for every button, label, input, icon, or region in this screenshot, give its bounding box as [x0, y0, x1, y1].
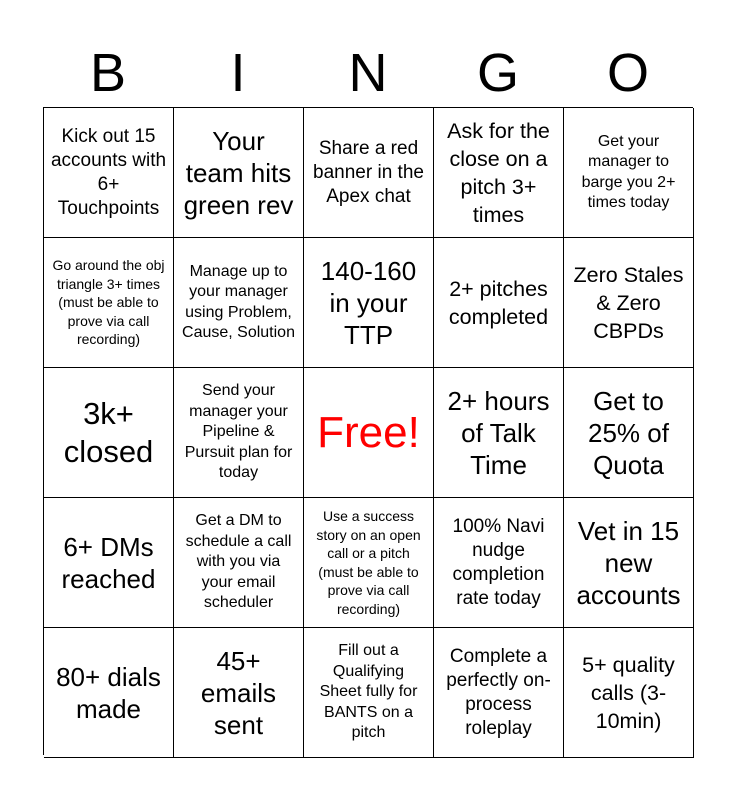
- cell-text: Manage up to your manager using Problem, Cause, Solution: [182, 262, 295, 341]
- cell-text: Your team hits green rev: [183, 125, 294, 220]
- cell-text: 100% Navi nudge completion rate today: [452, 515, 545, 609]
- bingo-cell[interactable]: [174, 108, 304, 238]
- free-space-text: Free!: [317, 407, 420, 457]
- free-space-cell[interactable]: [304, 368, 434, 498]
- bingo-cell[interactable]: [174, 498, 304, 628]
- cell-text: 80+ dials made: [56, 661, 161, 724]
- cell-text: Vet in 15 new accounts: [576, 515, 681, 610]
- bingo-cell[interactable]: [174, 238, 304, 368]
- bingo-cell[interactable]: [434, 368, 564, 498]
- header-letter-n: N: [348, 43, 388, 103]
- bingo-cell[interactable]: [44, 498, 174, 628]
- bingo-board: [43, 107, 693, 755]
- bingo-cell[interactable]: [304, 628, 434, 758]
- header-letter-b: B: [89, 43, 127, 103]
- cell-text: Use a success story on an open call or a pitch (must be able to prove via call recording): [316, 508, 421, 617]
- bingo-cell[interactable]: [564, 238, 694, 368]
- bingo-cell[interactable]: [44, 628, 174, 758]
- bingo-cell[interactable]: [434, 498, 564, 628]
- cell-text: Get to 25% of Quota: [588, 385, 669, 480]
- bingo-cell[interactable]: [174, 368, 304, 498]
- bingo-cell[interactable]: [564, 628, 694, 758]
- bingo-cell[interactable]: [44, 368, 174, 498]
- bingo-cell[interactable]: [564, 368, 694, 498]
- header-letter-g: G: [476, 43, 519, 103]
- cell-text: 45+ emails sent: [200, 645, 277, 740]
- bingo-cell[interactable]: [304, 238, 434, 368]
- bingo-cell[interactable]: [564, 108, 694, 238]
- bingo-cell[interactable]: [44, 238, 174, 368]
- cell-text: 3k+ closed: [63, 395, 154, 469]
- bingo-cell[interactable]: [304, 498, 434, 628]
- cell-text: 140-160 in your TTP: [320, 255, 417, 350]
- cell-text: Get a DM to schedule a call with you via your email scheduler: [185, 512, 292, 612]
- cell-text: Kick out 15 accounts with 6+ Touchpoints: [50, 125, 167, 219]
- cell-text: 2+ hours of Talk Time: [447, 385, 550, 480]
- bingo-cell[interactable]: [564, 498, 694, 628]
- bingo-cell[interactable]: [304, 108, 434, 238]
- cell-text: Go around the obj triangle 3+ times (must be able to prove via call recording): [52, 257, 165, 348]
- bingo-cell[interactable]: [44, 108, 174, 238]
- cell-text: 5+ quality calls (3-10min): [582, 652, 675, 733]
- cell-text: Fill out a Qualifying Sheet fully for BANTS on a pitch: [319, 642, 418, 742]
- cell-text: Send your manager your Pipeline & Pursuit plan for today: [184, 382, 293, 482]
- cell-text: Ask for the close on a pitch 3+ times: [447, 118, 550, 227]
- cell-text: Share a red banner in the Apex chat: [313, 137, 424, 207]
- bingo-cell[interactable]: [434, 108, 564, 238]
- cell-text: Get your manager to barge you 2+ times today: [581, 132, 676, 211]
- cell-text: 6+ DMs reached: [61, 531, 156, 594]
- bingo-cell[interactable]: [434, 238, 564, 368]
- cell-text: Zero Stales & Zero CBPDs: [573, 262, 684, 343]
- cell-text: Complete a perfectly on-process roleplay: [446, 645, 551, 739]
- bingo-header: [43, 40, 693, 106]
- bingo-cell[interactable]: [434, 628, 564, 758]
- header-letter-o: O: [606, 43, 649, 103]
- cell-text: 2+ pitches completed: [448, 276, 549, 329]
- bingo-cell[interactable]: [174, 628, 304, 758]
- header-letter-i: I: [230, 43, 246, 103]
